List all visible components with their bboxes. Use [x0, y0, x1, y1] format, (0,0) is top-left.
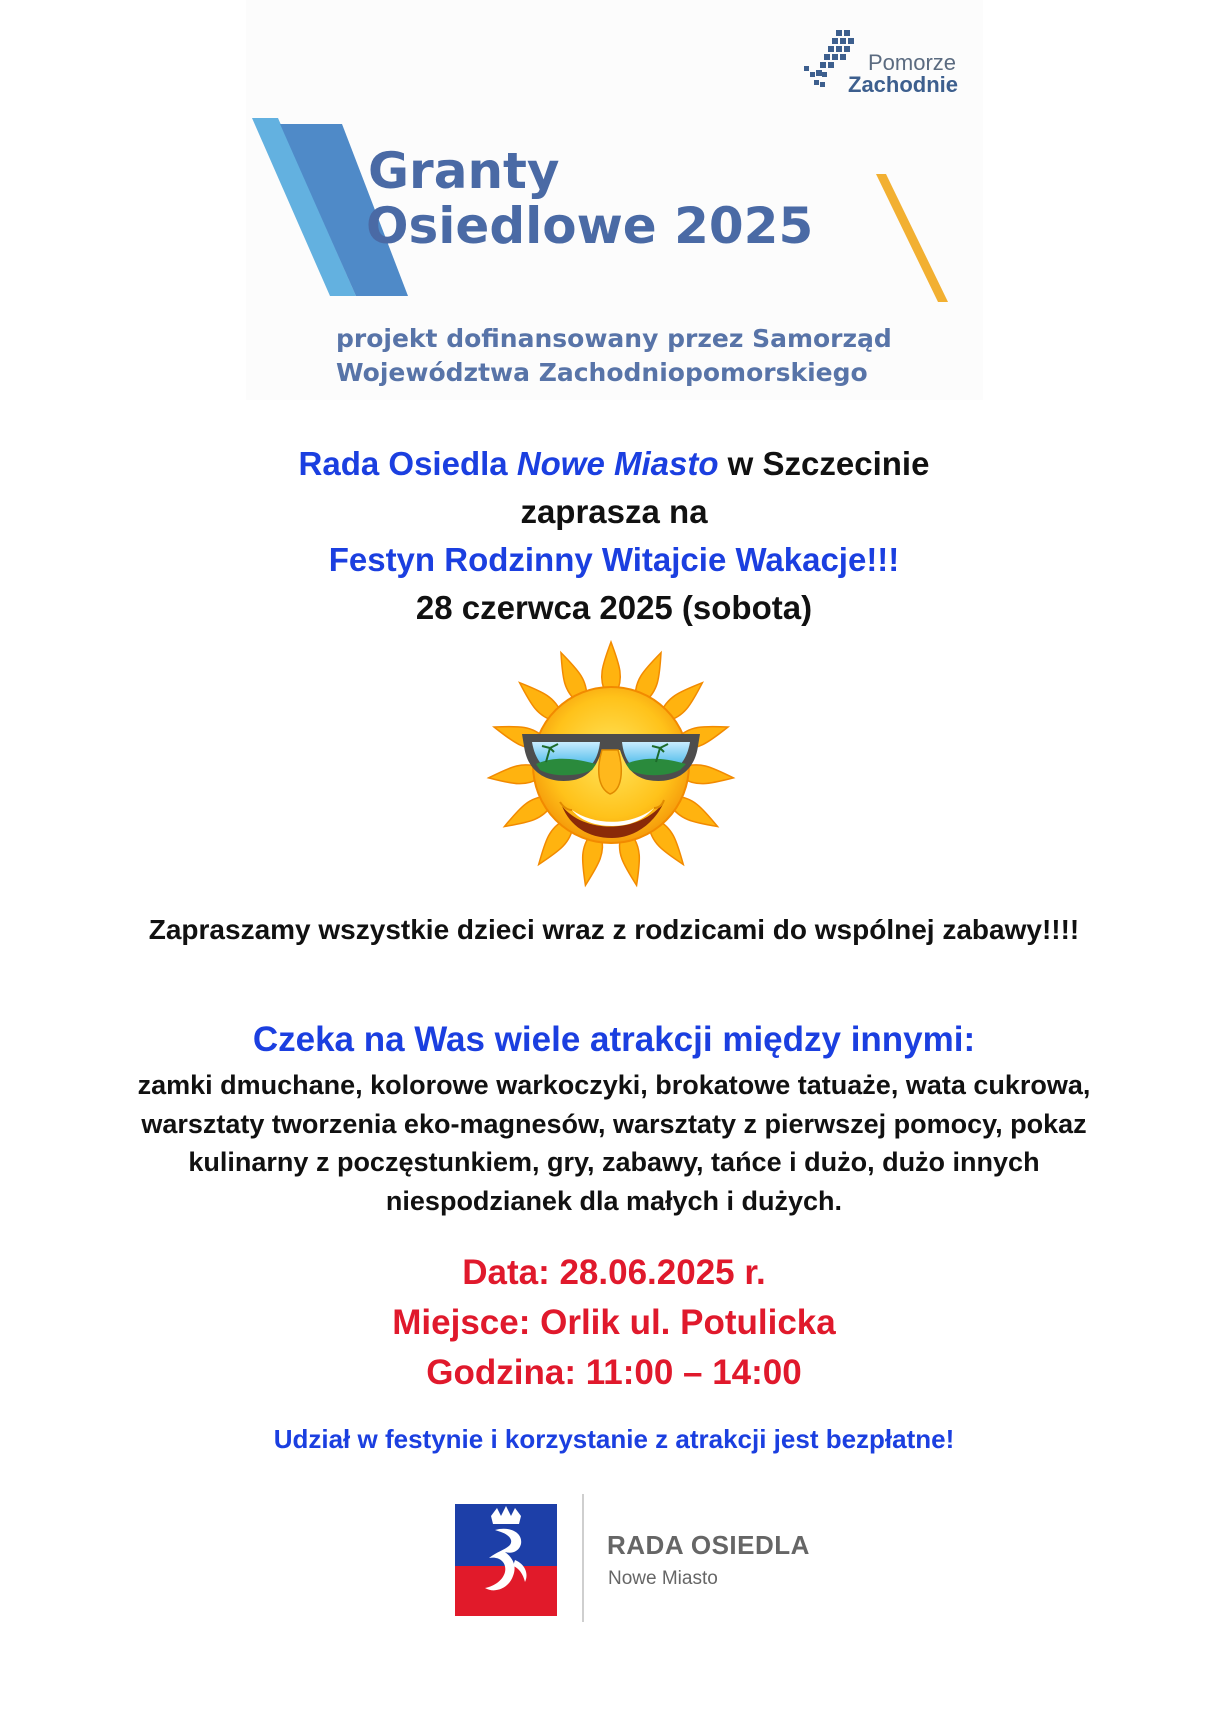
granty-subtitle-line2: Województwa Zachodniopomorskiego: [336, 357, 868, 387]
logo-word-zachodnie: Zachodnie: [848, 72, 959, 97]
details-time: Godzina: 11:00 – 14:00: [426, 1353, 802, 1393]
granty-subtitle: [336, 322, 936, 390]
rada-osiedla-subtitle: Nowe Miasto: [608, 1568, 718, 1589]
logo-divider: [582, 1494, 584, 1622]
invites-line: zaprasza na: [520, 492, 708, 530]
granty-title-line2: Osiedlowe 2025: [366, 197, 814, 255]
free-entry-note: Udział w festynie i korzystanie z atrakcji jest bezpłatne!: [273, 1424, 955, 1454]
rada-osiedla-logo: [455, 1494, 815, 1624]
event-intro: [0, 440, 1228, 631]
details-place: Miejsce: Orlik ul. Potulicka: [392, 1303, 836, 1343]
granty-title-line1: Granty: [368, 142, 560, 200]
granty-title: [366, 144, 926, 254]
organizer-line: [0, 440, 1228, 488]
sun-with-sunglasses-icon: [484, 638, 738, 892]
details-date: Data: 28.06.2025 r.: [462, 1253, 766, 1292]
attractions-body: zamki dmuchane, kolorowe warkoczyki, brokatowe tatuaże, wata cukrowa, warsztaty tworzenia eko-magnesów, warsztaty z pierwszej pomocy, pokaz kulinarny z poczęstunkiem, gry, zabawy, tańce i dużo, dużo innych niespodzianek dla małych i dużych.: [137, 1070, 1091, 1216]
event-name: Festyn Rodzinny Witajcie Wakacje!!!: [328, 540, 900, 578]
org-prefix: Rada Osiedla: [298, 445, 517, 482]
logo-word-pomorze: Pomorze: [868, 50, 957, 75]
granty-subtitle-line1: projekt dofinansowany przez Samorząd: [336, 324, 892, 353]
org-suffix: w Szczecinie: [718, 445, 930, 482]
szczecin-crest-icon: [455, 1504, 557, 1616]
attractions-title: Czeka na Was wiele atrakcji między innymi:: [252, 1020, 976, 1059]
pomorze-zachodnie-logo: [800, 22, 1000, 102]
org-name: Nowe Miasto: [516, 445, 719, 482]
event-date: 28 czerwca 2025 (sobota): [415, 588, 813, 626]
event-details: [0, 1248, 1228, 1398]
invite-text: Zapraszamy wszystkie dzieci wraz z rodzicami do wspólnej zabawy!!!!: [148, 914, 1080, 945]
rada-osiedla-name: RADA OSIEDLA: [607, 1530, 810, 1560]
